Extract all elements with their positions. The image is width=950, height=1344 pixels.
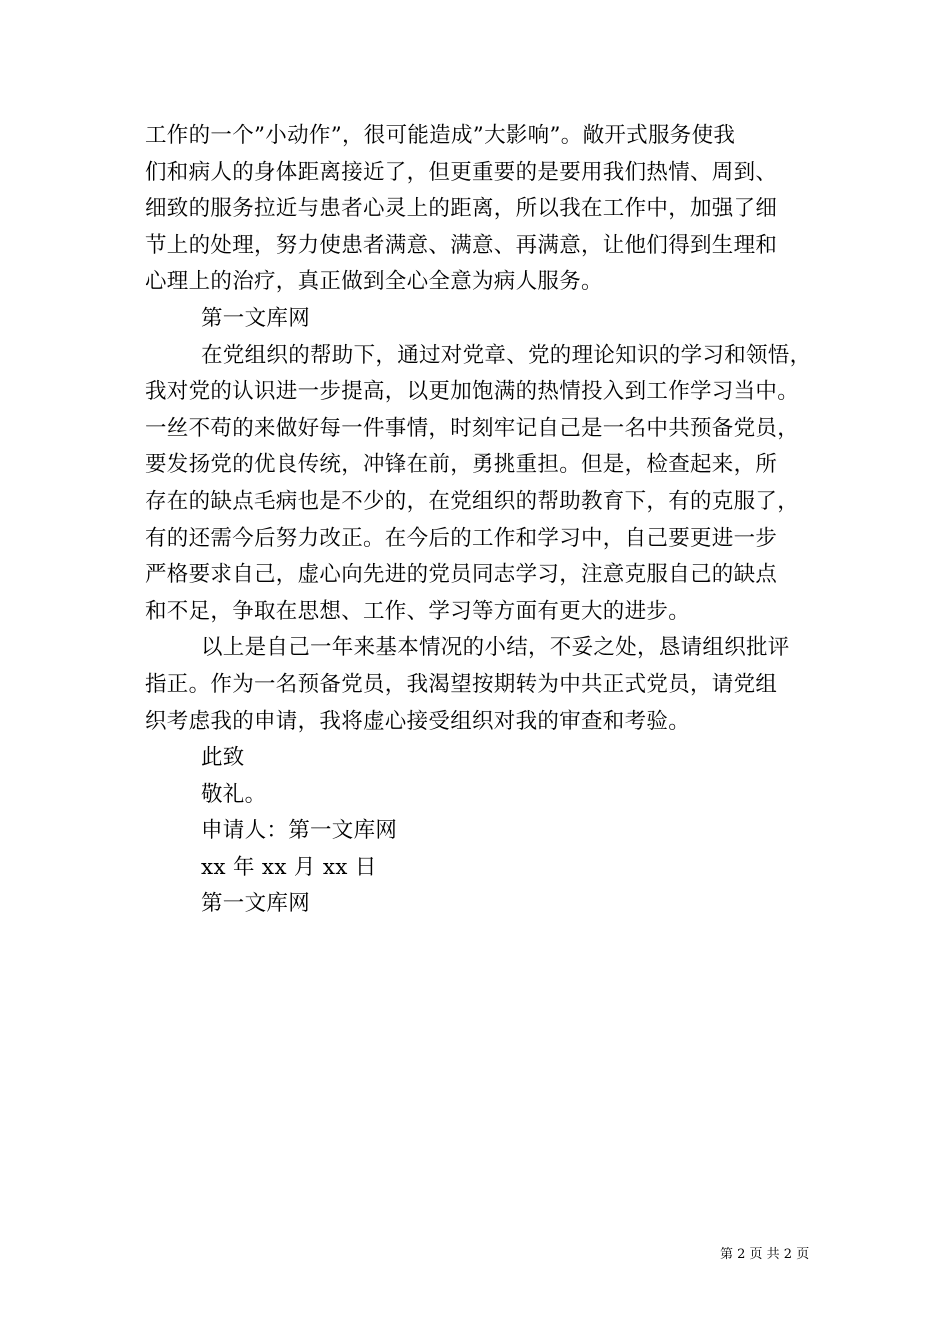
text-line: 工作的一个”小动作”，很可能造成”大影响”。敞开式服务使我 (145, 123, 736, 148)
text-line: 有的还需今后努力改正。在今后的工作和学习中，自己要更进一步 (145, 525, 778, 551)
closing-block (145, 740, 815, 923)
paragraph-summary (145, 630, 815, 740)
date-line: xx 年 xx 月 xx 日 (201, 854, 377, 880)
closing-salutation: 此致 (201, 745, 245, 771)
text-line: 我对党的认识进一步提高，以更加饱满的热情投入到工作学习当中。 (145, 379, 800, 405)
text-line: 们和病人的身体距离接近了，但更重要的是要用我们热情、周到、 (145, 159, 778, 185)
source-text: 第一文库网 (201, 305, 311, 331)
text-line: 一丝不苟的来做好每一件事情，时刻牢记自己是一名中共预备党员， (145, 415, 800, 441)
text-line: 要发扬党的优良传统，冲锋在前，勇挑重担。但是，检查起来，所 (145, 452, 778, 478)
text-line: 织考虑我的申请，我将虚心接受组织对我的审查和考验。 (145, 708, 691, 734)
source-text: 第一文库网 (201, 891, 311, 917)
text-line: 以上是自己一年来基本情况的小结，不妥之处，恳请组织批评 (201, 635, 790, 661)
closing-regards: 敬礼。 (201, 781, 267, 807)
applicant-signature: 申请人：第一文库网 (201, 818, 398, 844)
paragraph-party-study (145, 338, 815, 631)
text-line: 和不足，争取在思想、工作、学习等方面有更大的进步。 (145, 598, 691, 624)
text-line: 心理上的治疗，真正做到全心全意为病人服务。 (145, 269, 603, 295)
text-line: 节上的处理，努力使患者满意、满意、再满意，让他们得到生理和 (145, 232, 778, 258)
source-line (145, 301, 815, 338)
page-number: 第 2 页 共 2 页 (720, 1247, 810, 1262)
document-body (145, 118, 815, 923)
paragraph-service (145, 118, 815, 301)
text-line: 在党组织的帮助下，通过对党章、党的理论知识的学习和领悟， (201, 342, 812, 368)
text-line: 严格要求自己，虚心向先进的党员同志学习，注意克服自己的缺点 (145, 562, 778, 588)
text-line: 细致的服务拉近与患者心灵上的距离，所以我在工作中，加强了细 (145, 196, 778, 222)
text-line: 指正。作为一名预备党员，我渴望按期转为中共正式党员，请党组 (145, 671, 778, 697)
text-line: 存在的缺点毛病也是不少的，在党组织的帮助教育下，有的克服了， (145, 488, 800, 514)
